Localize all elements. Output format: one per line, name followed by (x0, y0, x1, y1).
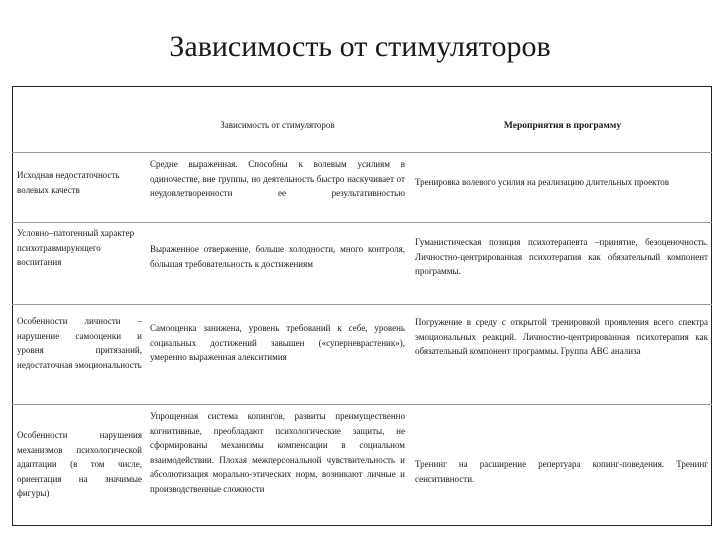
row1-col3: Тренировка волевого усилия на реализацию длительных проектов (415, 177, 669, 187)
header-col3: Мероприятия в программу (503, 121, 622, 131)
row2-col1: Условно–патогенный характер психотравмирующего воспитания (17, 228, 135, 268)
row-divider (12, 404, 712, 405)
row2-col3: Гуманистическая позиция психотерапевта –принятие, безоценочность. Личностно-центрированная психотерапия как обязательный компонент программы. (415, 237, 708, 277)
row1-col1: Исходная недостаточность волевых качеств (17, 170, 120, 195)
row2-col2: Выраженное отвержение, больше холодности, много контроля, большая требовательность к достижениям (150, 244, 405, 269)
row3-col1: Особенности личности – нарушение самооценки и уровня притязаний, недостаточная эмоциональность (17, 316, 142, 370)
row-divider (12, 222, 712, 223)
row1-col2: Средне выраженная. Способны к волевым усилиям в одиночестве, вне группы, но деятельность быстро наскучивает от неудовлетворенности ее результативностью (150, 159, 405, 199)
row-divider (12, 152, 712, 153)
row3-col3: Погружение в среду с открытой тренировкой проявления всего спектра эмоциональных реакций. Личностно-центрированная психотерапия как обязательный компонент программы. Группа АВС анализа (415, 317, 708, 357)
row4-col1: Особенности нарушения механизмов психологической адаптации (в том числе, ориентация на значимые фигуры) (17, 430, 142, 499)
header-col2: Зависимость от стимуляторов (220, 120, 335, 130)
row3-col2: Самооценка занижена, уровень требований к себе, уровень социальных достижений завышен («суперневрастеник»), умеренно выраженная алекситимия (150, 323, 405, 363)
page-title: Зависимость от стимуляторов (169, 30, 551, 63)
row-divider (12, 304, 712, 305)
row4-col2: Упрощенная система копингов, развиты преимущественно когнитивные, преобладают психологические защиты, не сформированы механизмы компенсации в социальном взаимодействии. Плохая межперсональной чувствительность и абсолютизация морально-этических норм, возникают личные и производственные сложности (150, 411, 405, 494)
row4-col3: Тренинг на расширение репертуара копинг-поведения. Тренинг сенситивности. (415, 459, 708, 484)
